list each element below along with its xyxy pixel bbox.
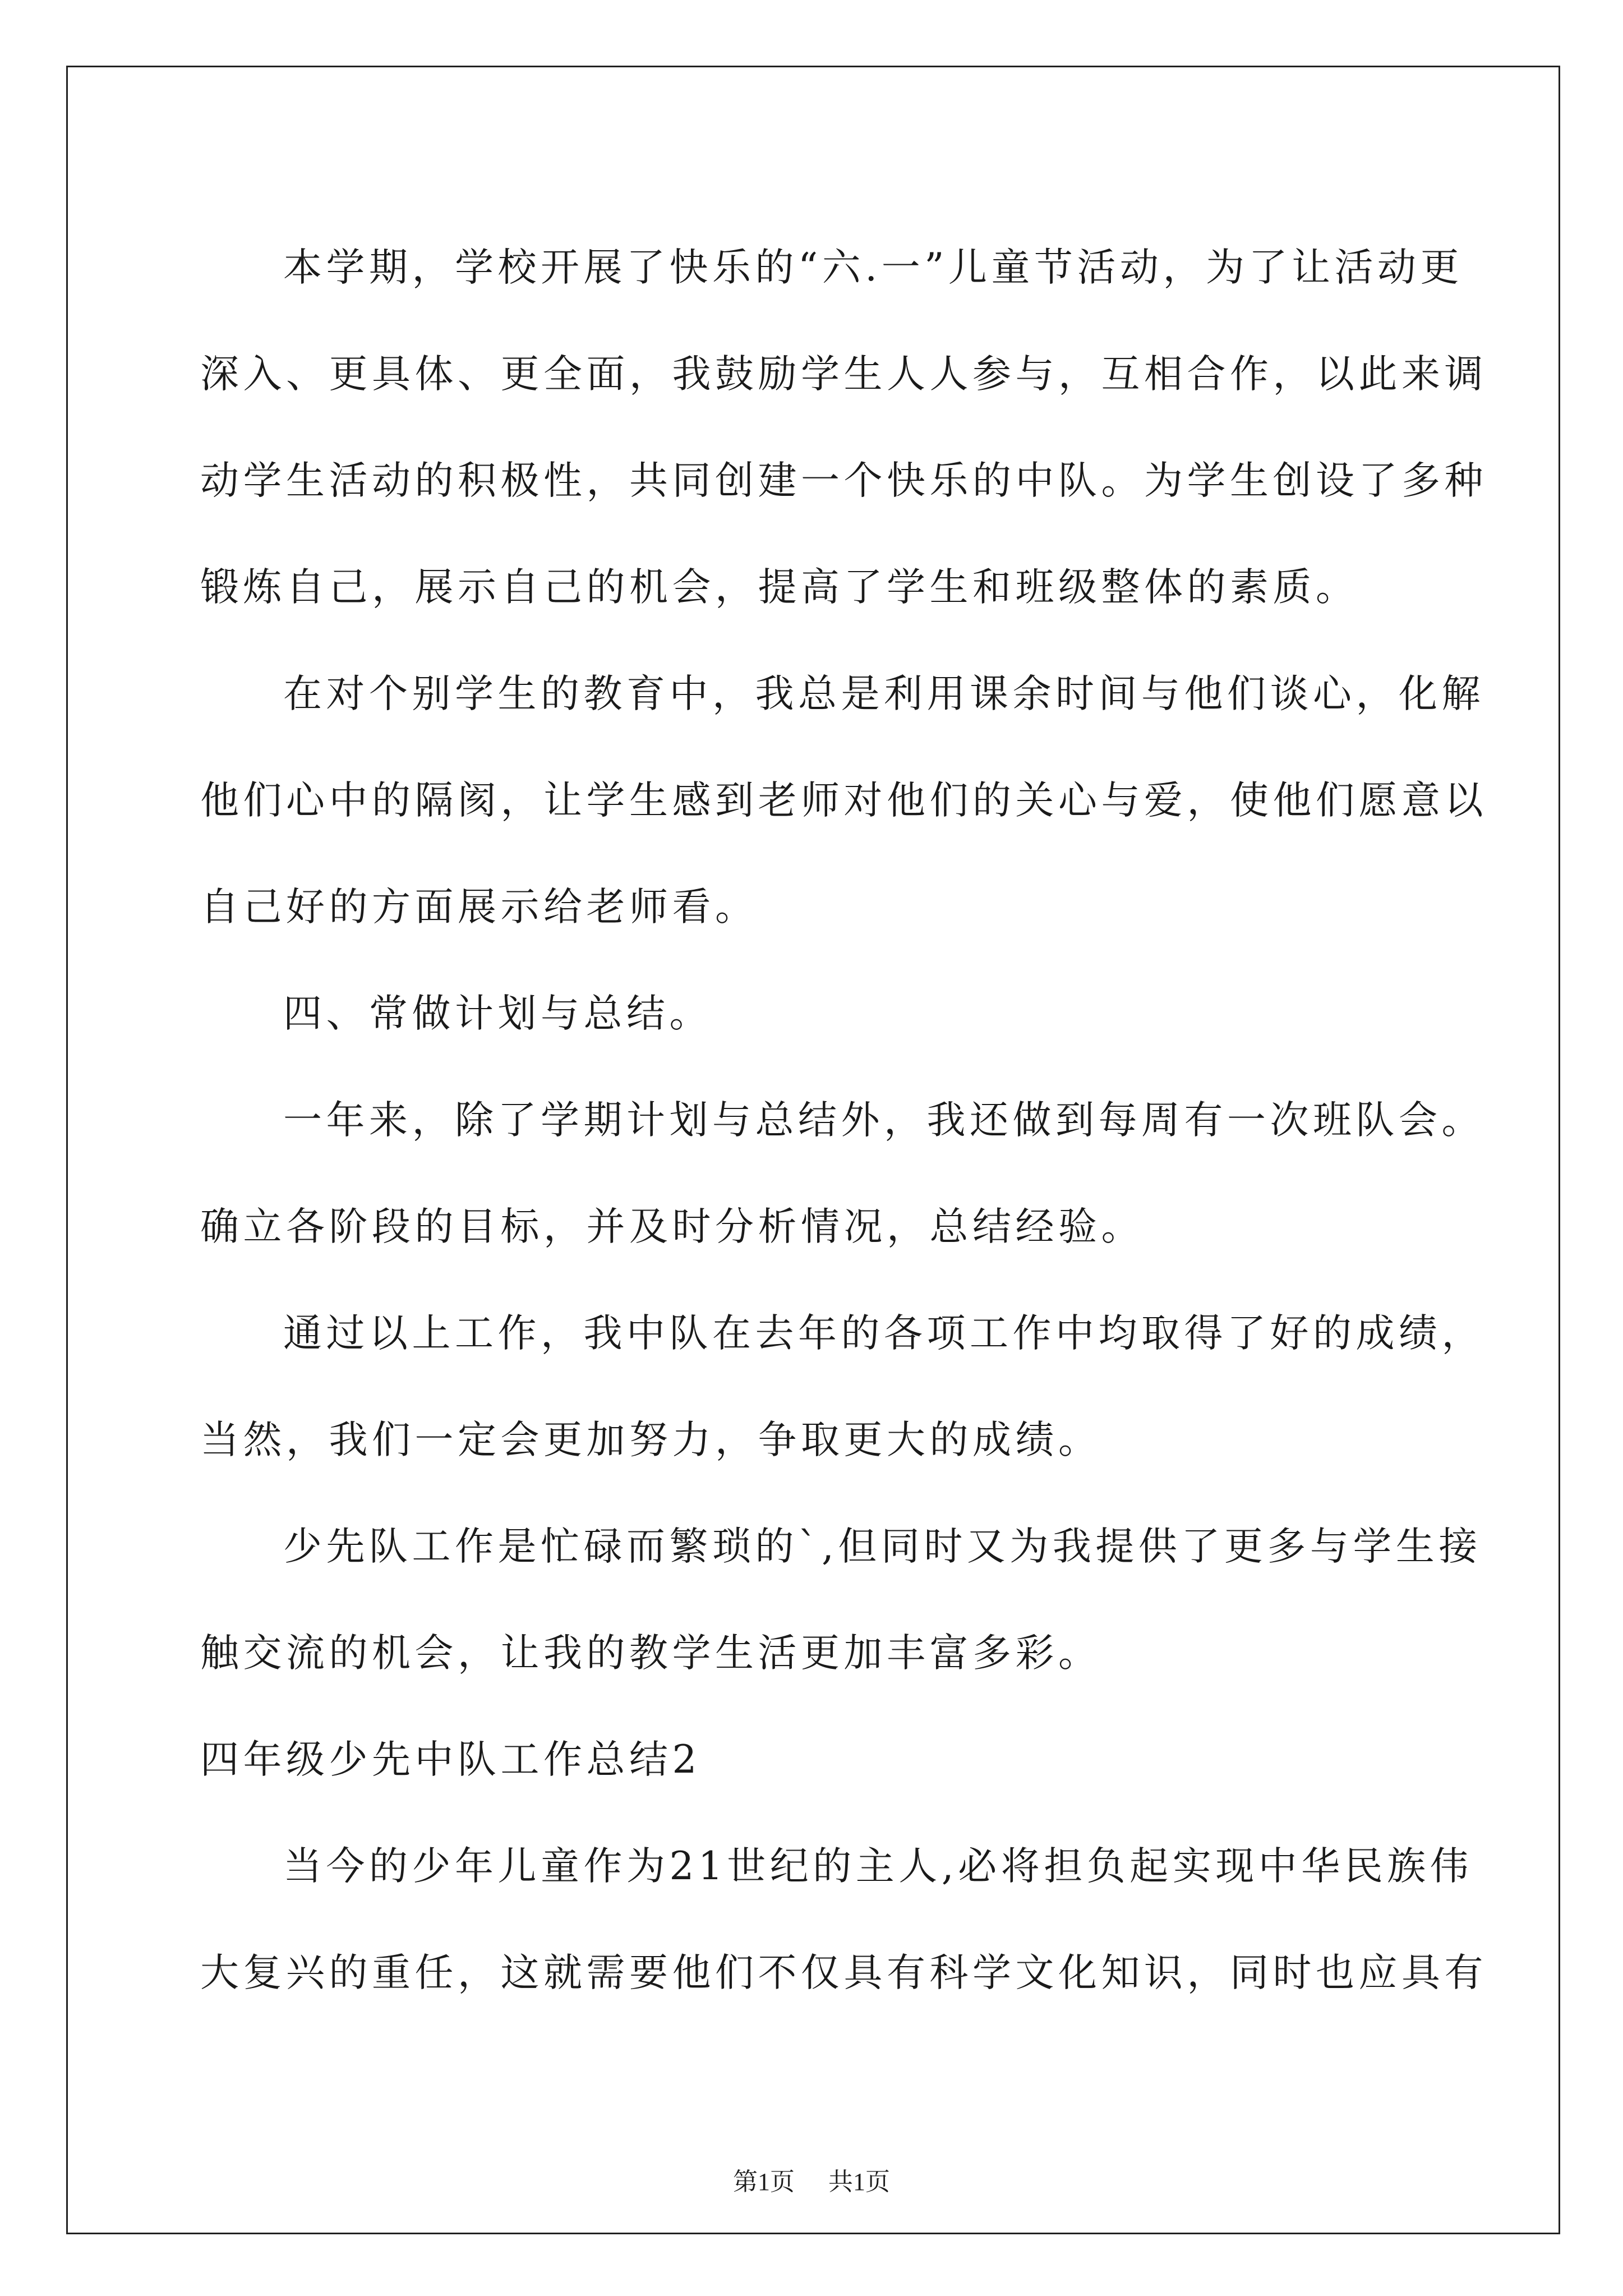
text-line: 四、常做计划与总结。 (283, 991, 712, 1036)
text-line: 确立各阶段的目标，并及时分析情况，总结经验。 (200, 1204, 1144, 1249)
paragraph (200, 1280, 1484, 1493)
text-line: 本学期，学校开展了快乐的“六.一”儿童节活动，为了让活动更 (283, 245, 1463, 290)
section-heading-paragraph (200, 960, 1434, 1067)
text-line: 当今的少年儿童作为21世纪的主人,必将担负起实现中华民族伟 (283, 1844, 1473, 1889)
paragraph (200, 1493, 1482, 1706)
text-line: 他们心中的隔阂，让学生感到老师对他们的关心与爱，使他们愿意以 (200, 778, 1487, 823)
title-text: 四年级少先中队工作总结2 (200, 1737, 701, 1782)
document-body (200, 214, 1487, 2026)
text-line: 触交流的机会，让我的教学生活更加丰富多彩。 (200, 1631, 1101, 1676)
page-number: 第1页 (733, 2168, 795, 2196)
text-line: 深入、更具体、更全面，我鼓励学生人人参与，互相合作，以此来调 (200, 352, 1487, 397)
document-title (200, 1706, 1434, 1813)
text-line: 一年来，除了学期计划与总结外，我还做到每周有一次班队会。 (283, 1098, 1484, 1143)
paragraph (200, 1813, 1487, 2026)
text-line: 当然，我们一定会更加努力，争取更大的成绩。 (200, 1418, 1101, 1462)
text-line: 锻炼自己，展示自己的机会，提高了学生和班级整体的素质。 (200, 565, 1359, 610)
page-footer (0, 2165, 1623, 2199)
text-line: 自己好的方面展示给老师看。 (200, 885, 758, 930)
page-total: 共1页 (828, 2168, 890, 2196)
text-line: 通过以上工作，我中队在去年的各项工作中均取得了好的成绩， (283, 1311, 1484, 1356)
text-line: 大复兴的重任，这就需要他们不仅具有科学文化知识，同时也应具有 (200, 1950, 1487, 1995)
paragraph (200, 641, 1487, 960)
text-line: 少先队工作是忙碌而繁琐的`,但同时又为我提供了更多与学生接 (283, 1524, 1482, 1569)
paragraph (200, 214, 1487, 641)
text-line: 动学生活动的积极性，共同创建一个快乐的中队。为学生创设了多种 (200, 458, 1487, 503)
paragraph (200, 1067, 1484, 1280)
text-line: 在对个别学生的教育中，我总是利用课余时间与他们谈心，化解 (283, 671, 1484, 716)
